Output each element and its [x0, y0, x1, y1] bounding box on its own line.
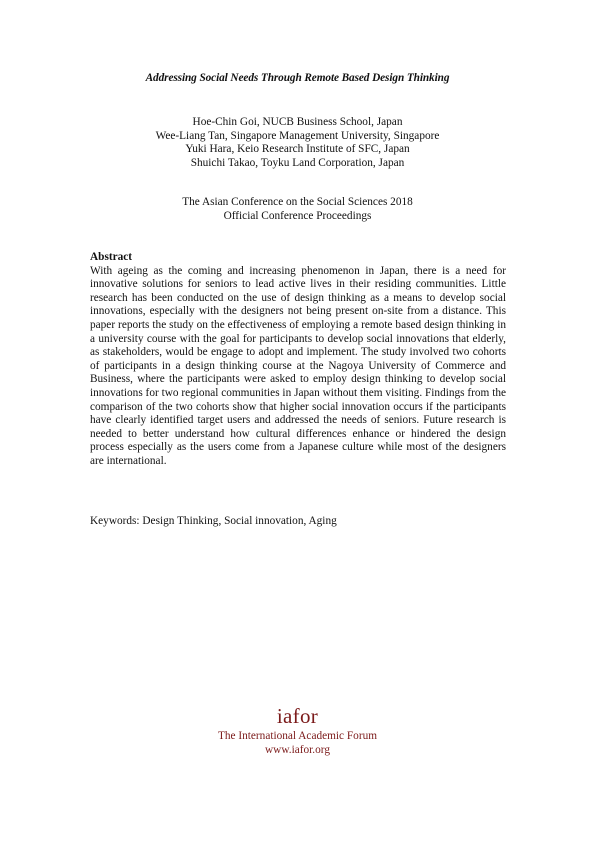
author-line: Shuichi Takao, Toyku Land Corporation, Japan	[190, 156, 405, 169]
abstract-heading: Abstract	[90, 251, 133, 263]
author-line: Wee-Liang Tan, Singapore Management University, Singapore	[155, 129, 440, 142]
author-list	[0, 116, 595, 170]
abstract-section	[90, 251, 506, 469]
publisher-url[interactable]: www.iafor.org	[265, 744, 330, 756]
author-line: Yuki Hara, Keio Research Institute of SFC, Japan	[185, 143, 410, 156]
iafor-logo: iafor	[276, 704, 319, 728]
publisher-footer	[0, 703, 595, 757]
proceedings-label: Official Conference Proceedings	[223, 209, 372, 222]
keywords: Keywords: Design Thinking, Social innovation, Aging	[90, 515, 337, 527]
conference-name: The Asian Conference on the Social Sciences 2018	[182, 196, 413, 208]
author-line: Hoe-Chin Goi, NUCB Business School, Japan	[192, 116, 403, 128]
conference-info	[0, 196, 595, 223]
publisher-name: The International Academic Forum	[217, 730, 378, 742]
abstract-body: With ageing as the coming and increasing phenomenon in Japan, there is a need for innovative solutions for seniors to lead active lives in their residing communities. Little research has been conducted on the use of design thinking as a means to develop social innovations, especially with the designers not being present on-site from a distance. This paper reports the study on the effectiveness of employing a remote based design thinking in a university course with the goal for participants to develop social innovations that elderly, as stakeholders, would be engage to adopt and implement. The study involved two cohorts of participants in a design thinking course at the Nagoya University of Commerce and Business, where the participants were asked to employ design thinking to develop social innovations for two regional communities in Japan without them visiting. Findings from the comparison of the two cohorts show that higher social innovation occurs if the participants have clearly identified target users and addressed the needs of seniors. Future research is needed to better understand how cultural differences enhance or hindered the design process especially as the users come from a Japanese culture while most of the designers are international.	[90, 264, 506, 467]
paper-title: Addressing Social Needs Through Remote Based Design Thinking	[145, 72, 450, 84]
